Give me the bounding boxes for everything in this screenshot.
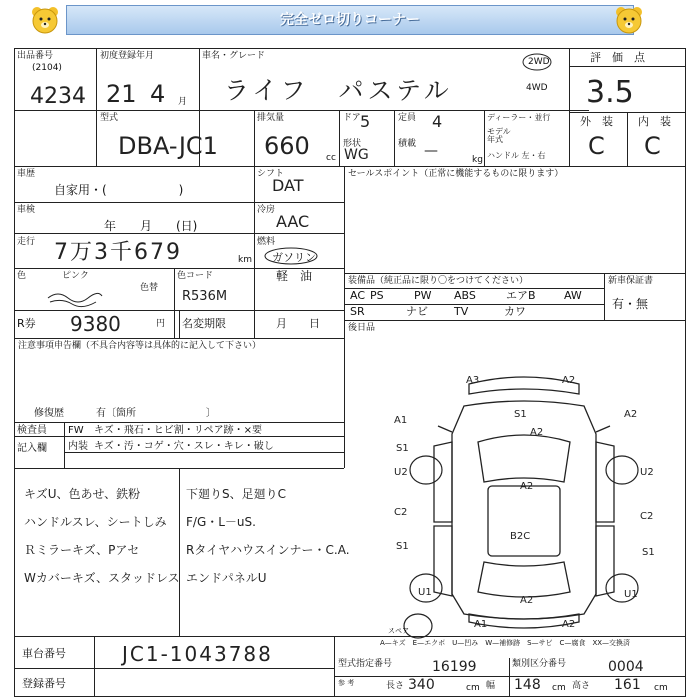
mileage-value: 7万3千679	[54, 240, 182, 265]
equipment-item: PW	[414, 289, 432, 302]
section-banner: 完全ゼロ切りコーナー	[66, 5, 634, 35]
repair-history-value: 有〔箇所 〕	[96, 408, 216, 419]
damage-mark: A2	[520, 595, 534, 606]
fw-items: キズ・飛石・ヒビ割・リペア跡・×要	[94, 425, 262, 436]
displacement-unit: cc	[326, 153, 336, 163]
note-line: 下廻りS、足廻りC	[186, 487, 286, 501]
shift-value: DAT	[272, 176, 304, 195]
recycle-label: R券	[17, 317, 36, 330]
inspection-label: 車検	[17, 205, 36, 215]
name-change-value: 月 日	[276, 317, 320, 330]
equipment-item: AW	[564, 289, 582, 302]
mileage-unit: km	[238, 255, 252, 265]
damage-mark: A2	[624, 409, 638, 420]
damage-mark: S1	[396, 541, 409, 552]
width-label: 幅	[486, 681, 496, 691]
handle-label: ハンドル 左・右	[487, 151, 546, 160]
type-cert-value: 16199	[432, 659, 477, 675]
auction-sheet	[14, 48, 686, 696]
displacement-value: 660	[264, 132, 310, 160]
mileage-label: 走行	[17, 237, 36, 247]
damage-mark: C2	[640, 511, 654, 522]
damage-legend: A—キズ E—エクボ U—凹み W—補修跡 S—サビ C—腐食 XX—交換済	[380, 639, 631, 647]
exterior-grade: C	[588, 132, 605, 160]
recycle-unit: 円	[156, 319, 166, 329]
equipment-label: 装備品（純正品に限り〇をつけてください）	[348, 276, 529, 286]
damage-mark: U1	[418, 587, 432, 598]
dealer-label: ディーラー・並行	[487, 113, 551, 122]
equipment-item: AC	[350, 289, 366, 302]
damage-mark: S1	[642, 547, 655, 558]
height-unit: cm	[654, 683, 668, 693]
equipment-item: PS	[370, 289, 384, 302]
shape-value: WG	[344, 147, 369, 163]
color-code-value: R536M	[182, 289, 228, 304]
fuel-diesel: 軽 油	[276, 269, 313, 283]
fw-label: FW	[68, 425, 84, 436]
displacement-label: 排気量	[257, 113, 285, 123]
lot-sub-number: (2104)	[32, 63, 62, 73]
recycle-value: 9380	[70, 312, 121, 336]
damage-mark: U2	[640, 467, 654, 478]
registration-month: 4	[150, 80, 166, 108]
back-date-label: 後日品	[348, 323, 376, 333]
width-unit: cm	[552, 683, 566, 693]
drive-circle-mark	[522, 53, 552, 71]
load-unit: kg	[472, 155, 483, 165]
note-line: ハンドルスレ、シートしみ	[24, 515, 167, 529]
new-car-warranty-value: 有・無	[612, 297, 649, 311]
interior-check-items: キズ・汚・コゲ・穴・スレ・キレ・破し	[94, 441, 274, 452]
ac-label: 冷房	[257, 205, 276, 215]
doors-value: 5	[360, 112, 371, 131]
history-value: 自家用・( )	[54, 183, 184, 197]
damage-mark: B2C	[510, 531, 531, 542]
model-grade-label: 車名・グレード	[202, 51, 266, 61]
grade-label: 評 価 点	[590, 51, 645, 64]
spare-tire-label: スペア	[388, 627, 409, 635]
damage-mark: A2	[562, 375, 576, 386]
type-value: DBA-JC1	[118, 132, 218, 160]
length-value: 340	[408, 677, 435, 693]
equipment-item: TV	[454, 305, 469, 318]
frame-number-label: 車台番号	[22, 647, 66, 660]
note-line: Wカバーキズ、スタッドレス	[24, 571, 180, 585]
type-label: 型式	[100, 113, 119, 123]
history-label: 車歴	[17, 169, 36, 179]
capacity-value: 4	[432, 112, 443, 131]
note-line: F/G・L－uS.	[186, 515, 256, 529]
drive-4wd: 4WD	[526, 83, 548, 93]
fuel-gasoline: ガソリン	[272, 251, 316, 264]
new-car-warranty-label: 新車保証書	[608, 276, 654, 286]
damage-mark: A2	[530, 427, 544, 438]
mascot-bear-left	[28, 4, 62, 38]
record-label: 記入欄	[17, 443, 47, 454]
color-scribble	[44, 284, 104, 310]
damage-mark: A2	[562, 619, 576, 630]
equipment-item: ABS	[454, 289, 476, 302]
damage-mark: C2	[394, 507, 408, 518]
remarks-label: 注意事項申告欄（不具合内容等は具体的に記入して下さい）	[18, 341, 262, 351]
note-line: エンドパネルU	[186, 571, 267, 585]
fuel-label: 燃料	[257, 237, 276, 247]
lot-number-value: 4234	[30, 84, 86, 109]
color-label: 色	[17, 271, 27, 281]
registration-number-label: 登録番号	[22, 677, 66, 690]
color-change-label: 色替	[140, 283, 159, 293]
registration-year: 21	[106, 80, 137, 108]
height-label: 高さ	[572, 681, 591, 691]
damage-mark: U1	[624, 589, 638, 600]
note-line: Ｒミラーキズ、Pアセ	[24, 543, 140, 557]
month-unit: 月	[178, 97, 188, 107]
frame-number-value: JC1-1043788	[122, 642, 273, 666]
reference-label: 参 考	[338, 679, 355, 687]
mascot-bear-right	[612, 4, 646, 38]
sales-point-label: セールスポイント（正常に機能するものに限ります）	[348, 169, 564, 179]
grade-value: 3.5	[586, 75, 634, 110]
name-change-label: 名変期限	[182, 317, 226, 330]
drive-2wd: 2WD	[528, 57, 550, 67]
inspection-value: 年 月 (日)	[104, 219, 198, 233]
note-line: Rタイヤハウスインナー・C.A.	[186, 543, 350, 557]
class-value: 0004	[608, 659, 644, 675]
type-cert-label: 型式指定番号	[338, 659, 393, 669]
lot-number-label: 出品番号	[17, 51, 54, 61]
exterior-label: 外 装	[580, 115, 613, 128]
model-name: ライフ パステル	[224, 76, 453, 105]
length-unit: cm	[466, 683, 480, 693]
interior-check-label: 内装	[68, 441, 88, 452]
damage-mark: S1	[514, 409, 527, 420]
load-value: —	[424, 143, 438, 159]
ac-value: AAC	[276, 212, 310, 231]
damage-mark: U2	[394, 467, 408, 478]
load-label: 積載	[398, 139, 417, 149]
height-value: 161	[614, 677, 641, 693]
class-label: 類別区分番号	[512, 659, 567, 669]
color-value: ピンク	[62, 271, 89, 281]
damage-mark: A1	[474, 619, 488, 630]
note-line: キズU、色あせ、鉄粉	[24, 487, 141, 501]
interior-grade: C	[644, 132, 661, 160]
equipment-item: ナビ	[406, 305, 428, 318]
color-code-label: 色コード	[177, 271, 214, 281]
interior-label: 内 装	[638, 115, 671, 128]
doors-label: ドア	[343, 113, 361, 123]
shape-label: 形状	[343, 139, 362, 149]
shift-label: シフト	[257, 169, 285, 179]
model-year-label: モデル 年式	[487, 127, 511, 144]
fuel-circle-mark	[264, 247, 318, 265]
length-label: 長さ	[386, 681, 405, 691]
equipment-item: エアB	[506, 289, 536, 302]
damage-mark: A2	[520, 481, 534, 492]
damage-mark: A3	[466, 375, 480, 386]
equipment-item: カワ	[504, 305, 526, 318]
inspector-label: 検査員	[17, 425, 47, 436]
repair-history-label: 修復歴	[34, 408, 64, 419]
equipment-item: SR	[350, 305, 365, 318]
capacity-label: 定員	[398, 113, 417, 123]
damage-mark: A1	[394, 415, 408, 426]
first-registration-label: 初度登録年月	[100, 51, 155, 61]
damage-mark: S1	[396, 443, 409, 454]
width-value: 148	[514, 677, 541, 693]
